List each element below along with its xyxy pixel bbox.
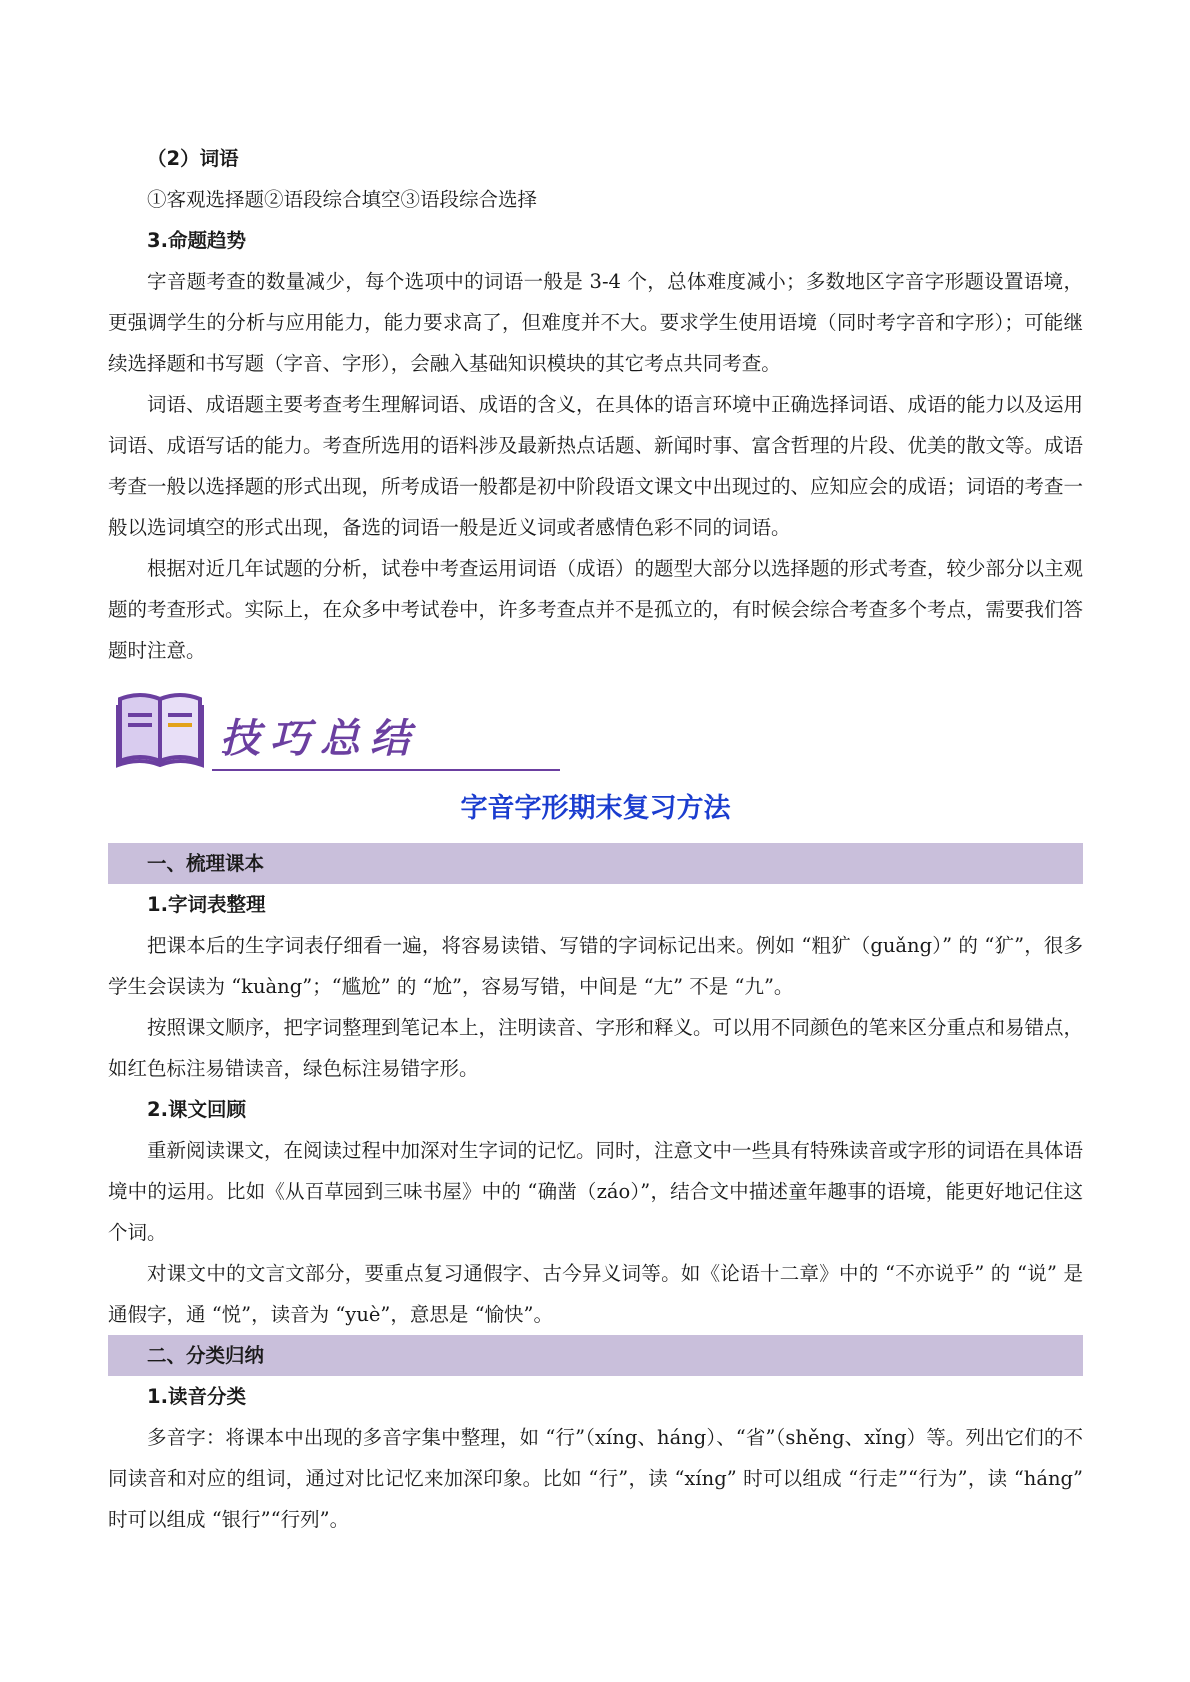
part1-sub1-paragraph-2: 按照课文顺序，把字词整理到笔记本上，注明读音、字形和释义。可以用不同颜色的笔来区分重点和易错点，如红色标注易错读音，绿色标注易错字形。 <box>108 1016 1084 1080</box>
banner-underline <box>212 769 560 771</box>
part1-heading: 一、梳理课本 <box>108 843 1083 884</box>
words-heading: （2）词语 <box>147 147 239 170</box>
part1-sub2-heading: 2.课文回顾 <box>147 1098 246 1121</box>
part1-sub2-paragraph-1: 重新阅读课文，在阅读过程中加深对生字词的记忆。同时，注意文中一些具有特殊读音或字形的词语在具体语境中的运用。比如《从百草园到三味书屋》中的 “确凿（záo）”，结合文中描述童年趣事的语境，能更好地记住这个词。 <box>108 1139 1084 1244</box>
skill-summary-banner <box>108 691 1083 781</box>
document-page <box>108 0 1083 1540</box>
part2-sub1-heading: 1.读音分类 <box>147 1385 246 1408</box>
page-title: 字音字形期末复习方法 <box>460 793 731 824</box>
part1-sub1-heading: 1.字词表整理 <box>147 893 266 916</box>
trend-paragraph-2: 词语、成语题主要考查考生理解词语、成语的含义，在具体的语言环境中正确选择词语、成语的能力以及运用词语、成语写话的能力。考查所选用的语料涉及最新热点话题、新闻时事、富含哲理的片段、优美的散文等。成语考查一般以选择题的形式出现，所考成语一般都是初中阶段语文课文中出现过的、应知应会的成语；词语的考查一般以选词填空的形式出现，备选的词语一般是近义词或者感情色彩不同的词语。 <box>108 393 1084 539</box>
part1-sub2-paragraph-2: 对课文中的文言文部分，要重点复习通假字、古今异义词等。如《论语十二章》中的 “不亦说乎” 的 “说” 是通假字，通 “悦”，读音为 “yuè”，意思是 “愉快”。 <box>108 1262 1083 1326</box>
trend-paragraph-1: 字音题考查的数量减少，每个选项中的词语一般是 3-4 个，总体难度减小；多数地区字音字形题设置语境，更强调学生的分析与应用能力，能力要求高了，但难度并不大。要求学生使用语境（同时考字音和字形）；可能继续选择题和书写题（字音、字形），会融入基础知识模块的其它考点共同考查。 <box>108 270 1083 375</box>
trend-paragraph-3: 根据对近几年试题的分析，试卷中考查运用词语（成语）的题型大部分以选择题的形式考查，较少部分以主观题的考查形式。实际上，在众多中考试卷中，许多考查点并不是孤立的，有时候会综合考查多个考点，需要我们答题时注意。 <box>108 557 1084 662</box>
banner-text: 技巧总结 <box>220 715 420 762</box>
part2-sub1-paragraph-1: 多音字：将课本中出现的多音字集中整理，如 “行”（xíng、háng）、“省”（shěng、xǐng）等。列出它们的不同读音和对应的组词，通过对比记忆来加深印象。比如 “行”，读 “xíng” 时可以组成 “行走”“行为”，读 “háng” 时可以组成 “银行”“行列”。 <box>108 1426 1083 1531</box>
trend-heading: 3.命题趋势 <box>147 229 246 252</box>
part1-sub1-paragraph-1: 把课本后的生字词表仔细看一遍，将容易读错、写错的字词标记出来。例如 “粗犷（guǎng）” 的 “犷”，很多学生会误读为 “kuàng”；“尴尬” 的 “尬”，容易写错，中间是 “尢” 不是 “九”。 <box>108 934 1083 998</box>
part2-heading: 二、分类归纳 <box>108 1335 1083 1376</box>
words-types: ①客观选择题②语段综合填空③语段综合选择 <box>147 188 538 211</box>
open-book-icon <box>114 691 206 769</box>
